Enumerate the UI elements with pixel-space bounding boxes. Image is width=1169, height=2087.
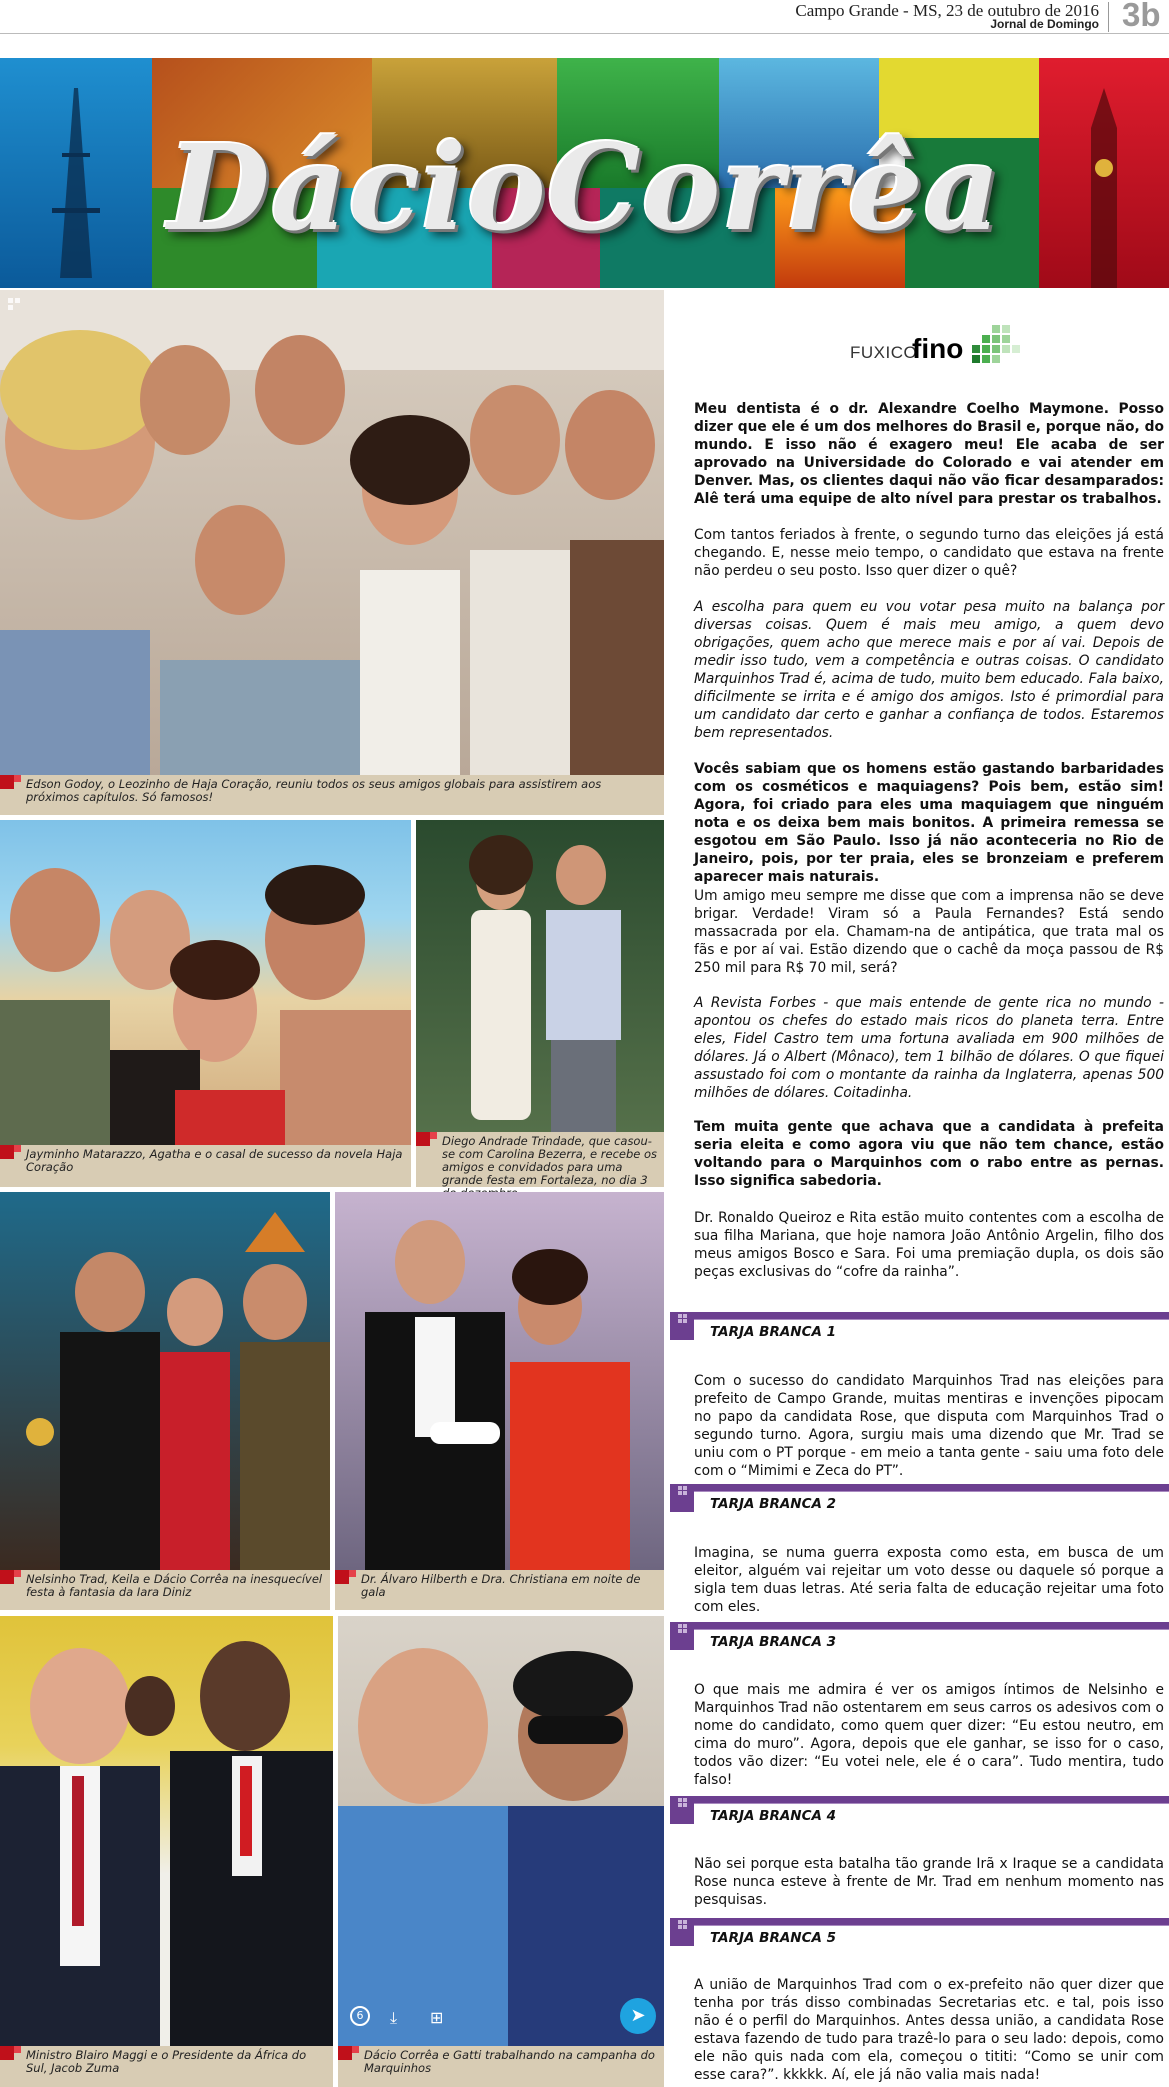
paragraph-dentist: Meu dentista é o dr. Alexandre Coelho Maymone. Posso dizer que ele é um dos melhores do Brasil e, porque não, do mundo. E isso não é exagero meu! Ele acaba de ser aprovado na Universidade do Colorado e vai atender em Denver. Mas, os clientes daqui não vão ficar desamparados: Alê terá uma equipe de alto nível para prestar os trabalhos. — [694, 401, 1164, 507]
paragraph-cosmetics: Vocês sabiam que os homens estão gastando barbaridades com os cosméticos e maquiagens? Pois bem, estão sim! Agora, foi criado para eles uma maquiagem que ninguém nota e os deixa bem mais bonitos. A primeira remessa se esgotou em São Paulo. Isso já não aconteceria no Rio de Janeiro, pois, por ter praia, eles se bronzeiam e preferem aparecer mais naturais. — [694, 761, 1164, 885]
page-number: 3b — [1122, 0, 1161, 33]
photo-people — [0, 290, 664, 775]
paragraph-vote-choice: A escolha para quem eu vou votar pesa muito na balança por diversas coisas. Quem é mais meu amigo, a quem devo obrigações, quem acho que merece mais e por aí vai. Depois de medir isso tudo, vem a competência e outras coisas. O candidato Marquinhos Trad é, acima de tudo, muito bem educado. Fala baixo, dificilmente se irrita e é amigo dos amigos. Isto é primordial para um candidato dar certo e ganhar a confiança de todos. Estaremos bem representados. — [694, 599, 1164, 741]
squares-pattern-icon — [968, 325, 1022, 370]
paragraph-press: Um amigo meu sempre me disse que com a imprensa não se deve brigar. Verdade! Viram só a Paula Fernandes? Está sendo massacrada por ela. Chamam-na de antipática, que trata mal os fãs e por aí vai. Estão dizendo que o cachê da moça passou de R$ 250 mil para R$ 70 mil, será? — [694, 888, 1164, 976]
top-header — [0, 0, 1169, 34]
caption-3-text: Diego Andrade Trindade, que casou-se com Carolina Bezerra, e recebe os amigos e convidados para uma grande festa em Fortaleza, no dia 3 — [442, 1134, 658, 1187]
send-icon[interactable]: ➤ — [620, 1998, 656, 2034]
photo-costume-party — [0, 1192, 330, 1570]
fino-label: fino — [912, 333, 964, 364]
paragraph-elections: Com tantos feriados à frente, o segundo turno das eleições já está chegando. E, nesse meio tempo, o candidato que estava na frente não perdeu o seu posto. Isso quer dizer o quê? — [694, 527, 1164, 579]
tarja-4-label: TARJA BRANCA 4 — [710, 1808, 837, 1824]
banner-title: DácioCorrêa — [167, 118, 1002, 257]
caption-6 — [0, 2046, 333, 2087]
tarja-header-5 — [670, 1918, 1169, 1946]
photo-car-selfie — [338, 1616, 664, 2046]
tarja-header-4 — [670, 1796, 1169, 1824]
tarja-5-label: TARJA BRANCA 5 — [710, 1930, 837, 1946]
paragraph-forbes: A Revista Forbes - que mais entende de gente rica no mundo - apontou os chefes do estado mais ricos do planeta terra. Entre eles, Fidel Castro tem uma fortuna avaliada em 900 milhões de dólares. Já o Albert (Mônaco), tem 1 bilhão de dólares. O que fiquei assustado foi com o montante da rainha da Inglaterra, apenas 500 milhões de dólares. Coitadinha. — [694, 995, 1164, 1101]
tarja-5-text: A união de Marquinhos Trad com o ex-prefeito não quer dizer que tenha por trás disso combinadas Secretarias etc. e tal, pois isso não é o perfil do Marquinhos. Antes dessa união, a candidata Rose estava fazendo de tudo para trazê-lo para o seu lado: depois, como ele não quis nada com ela, começou o tititi: “Como se unir com esse cara?”. kkkkk. Aí, ele já não valia mais nada! — [694, 1977, 1164, 2083]
caption-2-text: Jayminho Matarazzo, Agatha e o casal de sucesso da novela Haja Coração — [26, 1147, 403, 1174]
column-banner — [0, 58, 1169, 288]
tarja-header-2 — [670, 1484, 1169, 1512]
tarja-2-label: TARJA BRANCA 2 — [710, 1496, 837, 1512]
caption-6-text: Ministro Blairo Maggi e o Presidente da África do Sul, Jacob Zuma — [26, 2048, 307, 2075]
photo-people — [338, 1616, 664, 2046]
tarja-3-label: TARJA BRANCA 3 — [710, 1634, 837, 1650]
fuxico-label: FUXICO — [850, 343, 918, 362]
date-line: Campo Grande - MS, 23 de outubro de 2016 — [795, 1, 1099, 20]
photo-people — [0, 1616, 333, 2046]
photo-people — [0, 1192, 330, 1570]
paragraph-couple: Dr. Ronaldo Queiroz e Rita estão muito contentes com a escolha de sua filha Mariana, que hoje namora João Antônio Argelin, filho dos meus amigos Bosco e Sara. Foi uma premiação dupla, os dois são peças exclusivas do “cofre da rainha”. — [694, 1210, 1164, 1280]
caption-5-text: Dr. Álvaro Hilberth e Dra. Christiana em noite de gala — [361, 1572, 641, 1599]
photo-people — [335, 1192, 664, 1570]
caption-2 — [0, 1145, 411, 1187]
caption-3 — [416, 1132, 664, 1187]
paragraph-candidate: Tem muita gente que achava que a candidata à prefeita seria eleita e como agora viu que não tem chance, estão voltando para o Marquinhos com o rabo entre as pernas. Isso significa sabedoria. — [694, 1119, 1164, 1189]
tarja-header-3 — [670, 1622, 1169, 1650]
photo-group-selfie — [0, 290, 664, 775]
caption-5 — [335, 1570, 664, 1610]
photo-gala — [335, 1192, 664, 1570]
photo-people — [416, 820, 664, 1132]
tarja-2-text: Imagina, se numa guerra exposta como esta, em busca de um eleitor, alguém vai rejeitar um voto desse ou daquele só porque a sigla tem duas letras. Até seria falta de educação rejeitar uma foto com eles. — [694, 1545, 1164, 1615]
fuxico-fino-logo — [846, 325, 1021, 375]
photo-minister — [0, 1616, 333, 2046]
caption-4-text: Nelsinho Trad, Keila e Dácio Corrêa na inesquecível festa à fantasia da Iara Diniz — [26, 1572, 323, 1599]
caption-1-text: Edson Godoy, o Leozinho de Haja Coração, reuniu todos os seus amigos globais para assistirem aos próximos capítulos. Só famosos! — [26, 777, 602, 804]
tarja-1-label: TARJA BRANCA 1 — [710, 1324, 837, 1340]
photo-people — [0, 820, 411, 1145]
photo-couple-event — [416, 820, 664, 1132]
tarja-3-text: O que mais me admira é ver os amigos íntimos de Nelsinho e Marquinhos Trad não ostentarem em seus carros os adesivos com o nome do candidato, como quem quer dizer: “Eu estou neutro, em cima do muro”. Agora, depois que ele ganhar, se isso for o caso, todos vão dizer: “Eu votei nele, ele é o cara”. Tudo mentira, tudo falso! — [694, 1682, 1164, 1788]
photo-corner-pattern — [8, 298, 26, 316]
caption-7 — [338, 2046, 664, 2087]
photo-beach-selfie — [0, 820, 411, 1145]
sticker-icon[interactable]: ⊞ — [430, 2008, 444, 2027]
caption-1 — [0, 775, 664, 815]
tarja-1-text: Com o sucesso do candidato Marquinhos Trad nas eleições para prefeito de Campo Grande, muitas mentiras e invenções pipocam no papo da candidata Rose, que disputa com Marquinhos Trad o segundo turno. Agora, surgiu mais uma dizendo que Mr. Trad se uniu com o PT porque - em meio a tanta gente - saiu uma foto dele com o “Mimimi e Zeca do PT”. — [694, 1373, 1164, 1479]
caption-4 — [0, 1570, 330, 1610]
download-icon[interactable]: ⤓ — [390, 2008, 398, 2027]
caption-7-text: Dácio Corrêa e Gatti trabalhando na campanha do Marquinhos — [364, 2048, 655, 2075]
tarja-header-1 — [670, 1312, 1169, 1340]
tarja-4-text: Não sei porque esta batalha tão grande Irã x Iraque se a candidata Rose nunca esteve à frente de Mr. Trad em nenhum momento nas pesquisas. — [694, 1856, 1164, 1908]
timer-icon[interactable]: 6 — [350, 2006, 370, 2026]
newspaper-name: Jornal de Domingo — [990, 17, 1099, 31]
header-divider — [1108, 2, 1109, 32]
